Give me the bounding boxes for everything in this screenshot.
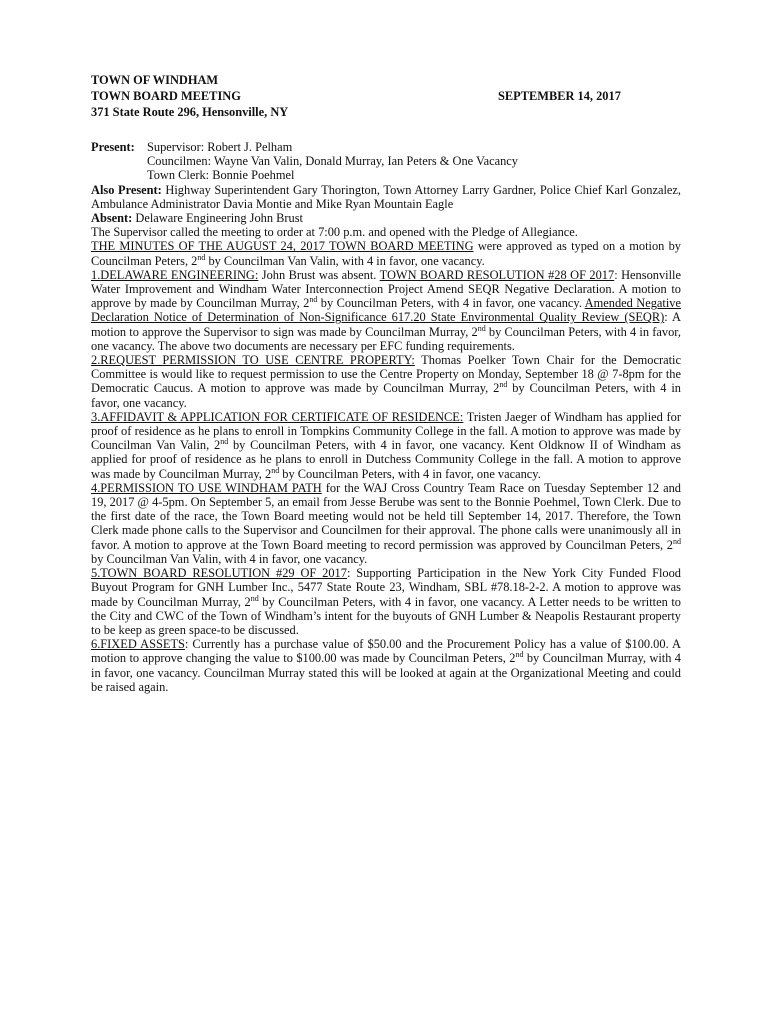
item-3-text: by Councilman Peters, with 4 in favor, one vacancy. xyxy=(279,466,541,481)
town-name: TOWN OF WINDHAM xyxy=(91,73,219,87)
ordinal-suffix: nd xyxy=(271,465,280,475)
item-6-paragraph xyxy=(91,637,681,694)
absent-label: Absent: xyxy=(91,211,133,226)
present-section xyxy=(91,140,681,183)
item-3-text: Tristen Jaeger of Windham has applied for proof of residence as he plans to enroll in Tompkins Community College in the fall. A motion to approve was made by Councilman Van Valin, 2 xyxy=(91,409,681,453)
present-clerk: Town Clerk: Bonnie Poehmel xyxy=(147,168,295,183)
present-supervisor: Supervisor: Robert J. Pelham xyxy=(147,140,293,154)
item-6-heading: 6.FIXED ASSETS xyxy=(91,637,185,652)
ordinal-suffix: nd xyxy=(515,650,524,660)
item-3-heading: 3.AFFIDAVIT & APPLICATION FOR CERTIFICATE OF RESIDENCE: xyxy=(91,409,464,424)
item-1-text: : Hensonville Water Improvement and Windham Water Interconnection Project Amend SEQR Negative Declaration. A motion to approve by made by Councilman Murray, 2 xyxy=(91,267,681,311)
meeting-date: SEPTEMBER 14, 2017 xyxy=(498,89,621,103)
ordinal-suffix: nd xyxy=(250,593,259,603)
also-present-text: Highway Superintendent Gary Thorington, Town Attorney Larry Gardner, Police Chief Karl Gonzalez, Ambulance Administrator Davia Montie and Mike Ryan Mountain Eagle xyxy=(91,182,681,211)
minutes-body xyxy=(91,140,681,694)
present-label: Present: xyxy=(91,140,135,154)
ordinal-suffix: nd xyxy=(309,295,318,305)
item-4-paragraph xyxy=(91,481,681,566)
item-1-text: by Councilman Peters, with 4 in favor, one vacancy. xyxy=(317,296,585,311)
minutes-text: by Councilman Van Valin, with 4 in favor, one vacancy. xyxy=(205,253,485,268)
item-1-paragraph xyxy=(91,268,681,353)
resolution-28-heading: TOWN BOARD RESOLUTION #28 OF 2017 xyxy=(379,267,615,282)
item-1-text: by Councilman Peters, with 4 in favor, one vacancy. The above two documents are necessary per EFC funding requirements. xyxy=(91,324,681,353)
ordinal-suffix: nd xyxy=(499,380,508,390)
minutes-text: were approved as typed on a motion by Councilman Peters, 2 xyxy=(91,239,681,268)
item-3-paragraph xyxy=(91,410,681,481)
item-4-heading: 4.PERMISSION TO USE WINDHAM PATH xyxy=(91,480,322,495)
meeting-title: TOWN BOARD MEETING xyxy=(91,89,241,103)
item-1-text: : A motion to approve the Supervisor to sign was made by Councilman Murray, 2 xyxy=(91,310,681,339)
item-5-paragraph xyxy=(91,566,681,637)
ordinal-suffix: nd xyxy=(197,252,206,262)
absent-paragraph xyxy=(91,211,681,225)
minutes-heading: THE MINUTES OF THE AUGUST 24, 2017 TOWN BOARD MEETING xyxy=(91,239,474,254)
document-header xyxy=(91,72,681,120)
item-5-heading: 5.TOWN BOARD RESOLUTION #29 OF 2017 xyxy=(91,566,347,581)
also-present-paragraph xyxy=(91,183,681,211)
item-1-heading: 1.DELAWARE ENGINEERING: xyxy=(91,267,259,282)
item-4-text: for the WAJ Cross Country Team Race on Tuesday September 12 and 19, 2017 @ 4-5pm. On September 5, an email from Jesse Berube was sent to the Bonnie Poehmel, Town Clerk. Due to the first date of the race, the Town Board meeting would not be held till September 14, 2017. Therefore, the Town Clerk made phone calls to the Supervisor and Councilmen for their approval. The phone calls were unanimously all in favor. A motion to approve at the Town Board meeting to record permission was approved by Councilman Peters, 2 xyxy=(91,480,681,552)
present-councilmen: Councilmen: Wayne Van Valin, Donald Murray, Ian Peters & One Vacancy xyxy=(147,154,518,169)
ordinal-suffix: nd xyxy=(673,536,681,546)
item-2-paragraph xyxy=(91,353,681,410)
item-6-text: : Currently has a purchase value of $50.00 and the Procurement Policy has a value of $100.00. A motion to approve changing the value to $100.00 was made by Councilman Peters, 2 xyxy=(91,637,682,666)
item-2-text: Thomas Poelker Town Chair for the Democratic Committee is would like to request permission to use the Centre Property on Monday, September 18 @ 7-8pm for the Democratic Caucus. A motion to approve was made by Councilman Murray, 2 xyxy=(91,353,681,396)
minutes-paragraph xyxy=(91,239,681,267)
seqr-heading: Amended Negative Declaration Notice of Determination of Non-Significance 617.20 State Environmental Quality Review (SEQR) xyxy=(91,296,681,325)
ordinal-suffix: nd xyxy=(477,323,486,333)
item-4-text: by Councilman Van Valin, with 4 in favor, one vacancy. xyxy=(91,551,368,566)
item-5-text: : Supporting Participation in the New York City Funded Flood Buyout Program for GNH Lumber Inc., 5477 State Route 23, Windham, SBL #78.18-2-2. A motion to approve was made by Councilman Murray, 2 xyxy=(91,566,681,609)
present-list xyxy=(147,140,518,183)
item-2-text: by Councilman Peters, with 4 in favor, one vacancy. xyxy=(91,381,681,410)
item-5-text: by Councilman Peters, with 4 in favor, one vacancy. A Letter needs to be written to the City and CWC of the Town of Windham’s intent for the buyouts of GNH Lumber & Neapolis Restaurant property to be keep as green space-to be discussed. xyxy=(91,594,681,637)
also-present-label: Also Present: xyxy=(91,182,162,197)
ordinal-suffix: nd xyxy=(220,437,229,447)
absent-text: Delaware Engineering John Brust xyxy=(135,211,303,226)
item-2-heading: 2.REQUEST PERMISSION TO USE CENTRE PROPERTY: xyxy=(91,353,415,368)
item-1-text: John Brust was absent. xyxy=(258,267,380,282)
item-6-text: by Councilman Murray, with 4 in favor, one vacancy. Councilman Murray stated this will be looked at again at the Organizational Meeting and could be raised again. xyxy=(91,651,682,694)
meeting-address: 371 State Route 296, Hensonville, NY xyxy=(91,105,289,119)
opening-paragraph: The Supervisor called the meeting to order at 7:00 p.m. and opened with the Pledge of Allegiance. xyxy=(91,225,578,240)
item-3-text: by Councilman Peters, with 4 in favor, one vacancy. Kent Oldknow II of Windham as applied for proof of residence as he plans to enroll in Dutchess Community College in the fall. A motion to approve was made by Councilman Murray, 2 xyxy=(91,438,681,481)
